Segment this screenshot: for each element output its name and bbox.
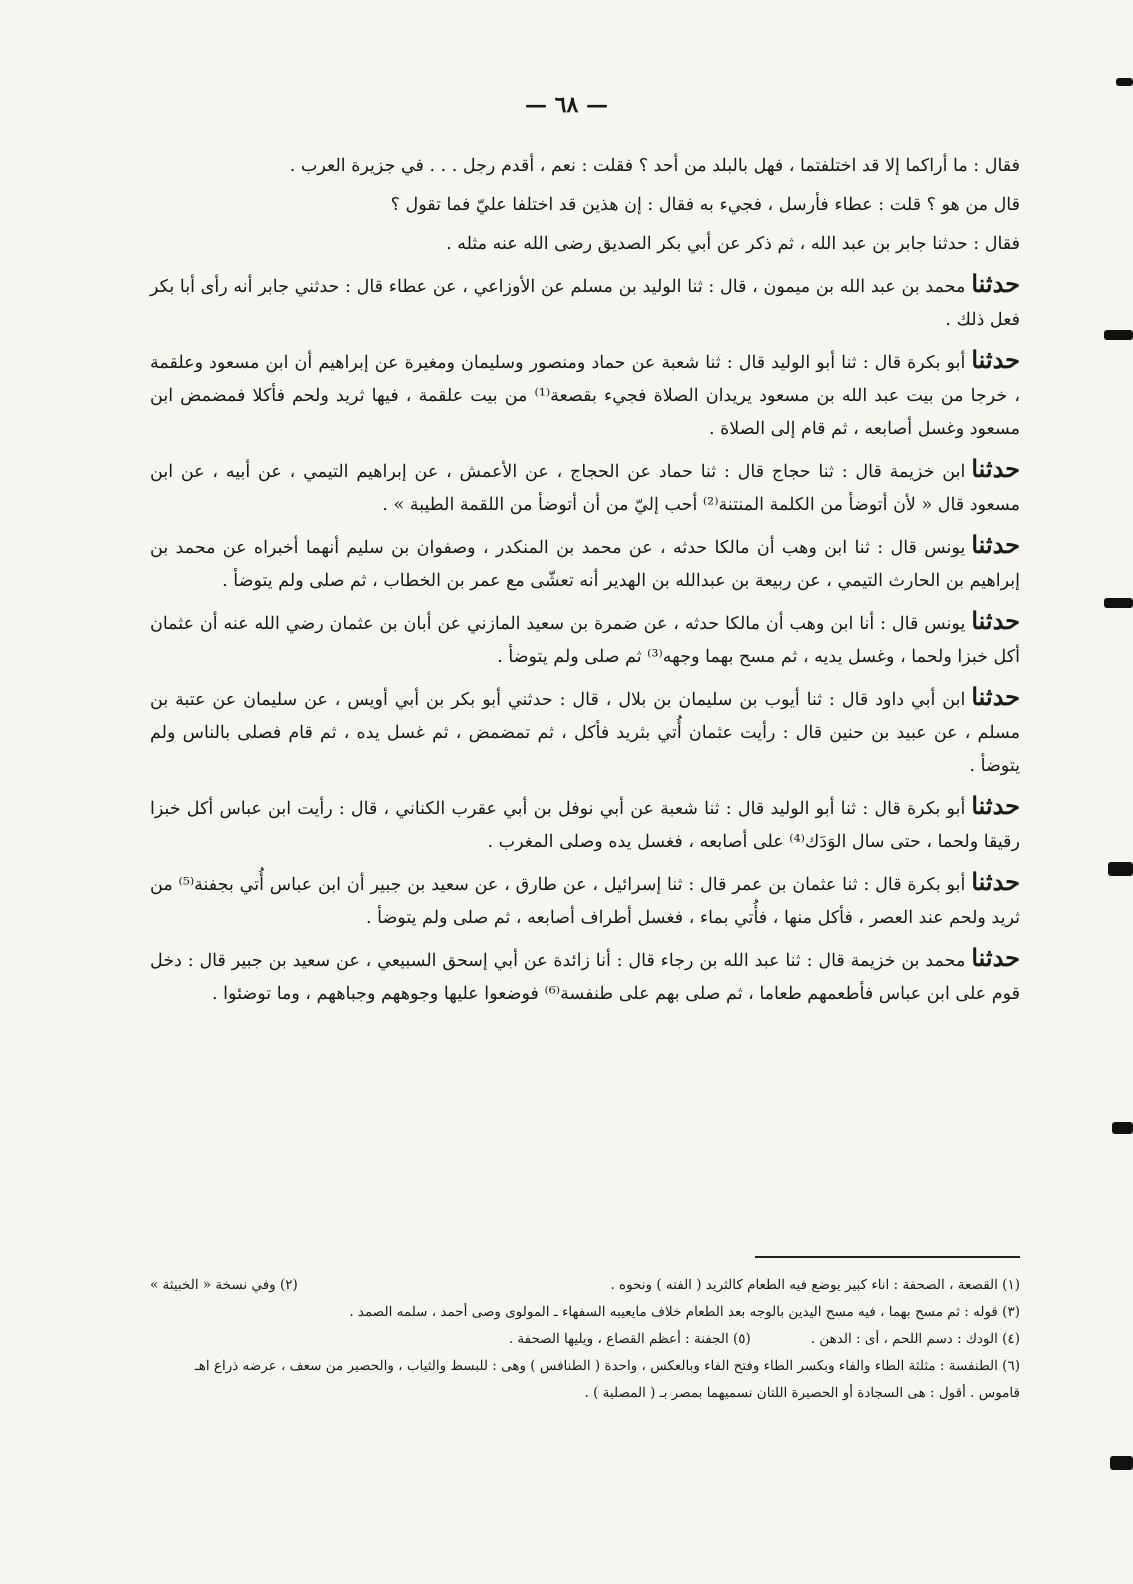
hadith-opener: حدثنا [971, 943, 1020, 972]
paragraph-text: ابن أبي داود قال : ثنا أيوب بن سليمان بن بلال ، قال : حدثني أبو بكر بن أبي أويس ، عن سليمان عن عتبة بن مسلم ، عن عبيد بن حنين قال : رأيت عثمان أُتي بثريد فأكل ، ثم تمضمض ، ثم غسل يده ، ثم قام فصلى بالناس ولم يتوضأ . [150, 690, 1020, 776]
hadith-opener: حدثنا [971, 454, 1020, 483]
footnote-row [150, 1272, 1020, 1299]
paragraph [150, 150, 1020, 183]
hadith-opener: حدثنا [971, 345, 1020, 374]
paragraph [150, 680, 1020, 783]
paragraph-text: أبو بكرة قال : ثنا أبو الوليد قال : ثنا شعبة عن أبي نوفل بن أبي عقرب الكناني ، قال : رأيت ابن عباس أكل خبزا رقيقا ولحما ، حتى سال الوَدَك⁽⁴⁾ على أصابعه ، فغسل يده وصلى المغرب . [150, 799, 1020, 852]
binding-hole-mark [1104, 330, 1133, 340]
paragraph-text: ابن خزيمة قال : ثنا حجاج قال : ثنا حماد عن الحجاج ، عن الأعمش ، عن إبراهيم التيمي ، عن أبيه ، عن ابن مسعود قال « لأن أتوضأ من الكلمة المنتنة⁽²⁾ أحب إليّ من أن أتوضأ من اللقمة الطيبة » . [150, 462, 1020, 515]
footnote: (٤) الودك : دسم اللحم ، أى : الدهن . [810, 1331, 1020, 1347]
paragraph-text: يونس قال : أنا ابن وهب أن مالكا حدثه ، عن ضمرة بن سعيد المازني عن أبان بن عثمان رضي الله عنه أن عثمان أكل خبزا ولحما ، وغسل يديه ، ثم مسح بهما وجهه⁽³⁾ ثم صلى ولم يتوضأ . [150, 614, 1020, 667]
paragraph [150, 789, 1020, 859]
footnote: (٥) الجفنة : أعظم القصاع ، ويليها الصحفة . [508, 1331, 751, 1347]
binding-hole-mark [1110, 1456, 1133, 1470]
paragraph [150, 343, 1020, 446]
binding-hole-mark [1116, 78, 1133, 86]
paragraph [150, 189, 1020, 222]
hadith-opener: حدثنا [971, 269, 1020, 298]
hadith-opener: حدثنا [971, 530, 1020, 559]
paragraph-text: محمد بن خزيمة قال : ثنا عبد الله بن رجاء قال : أنا زائدة عن أبي إسحق السبيعي ، عن سعيد بن جبير قال : دخل قوم على ابن عباس فأطعمهم طعاما ، ثم صلى بهم على طنفسة⁽⁶⁾ فوضعوا عليها وجوههم وجباههم ، وما توضئوا . [150, 951, 1020, 1004]
footnote: (٢) وفي نسخة « الخبيثة » [150, 1277, 298, 1293]
hadith-opener: حدثنا [971, 606, 1020, 635]
binding-hole-mark [1112, 1122, 1133, 1134]
hadith-opener: حدثنا [971, 791, 1020, 820]
paragraph [150, 228, 1020, 261]
paragraph-text: أبو بكرة قال : ثنا أبو الوليد قال : ثنا شعبة عن حماد ومنصور وسليمان ومغيرة عن إبراهيم أن ابن مسعود وعلقمة ، خرجا من بيت عبد الله بن مسعود يريدان الصلاة فجيء بقصعة⁽¹⁾ من بيت علقمة ، فيها ثريد ولحم فأكلا فمضمض ابن مسعود وغسل أصابعه ، ثم قام إلى الصلاة . [150, 353, 1020, 439]
paragraph [150, 528, 1020, 598]
hadith-opener: حدثنا [971, 682, 1020, 711]
paragraph-text: يونس قال : ثنا ابن وهب أن مالكا حدثه ، عن محمد بن المنكدر ، وصفوان بن سليم أنهما أخبراه عن محمد بن إبراهيم بن الحارث التيمي ، عن ربيعة بن عبدالله بن الهدير أنه تعشّى مع عمر بن الخطاب ، ثم صلى ولم يتوضأ . [150, 538, 1020, 591]
page-number: — ٦٨ — [525, 92, 608, 118]
paragraph [150, 604, 1020, 674]
footnote-row [150, 1326, 1020, 1353]
footnote: (١) القصعة ، الصحفة : اناء كبير يوضع فيه الطعام كالثريد ( الفته ) ونحوه . [610, 1277, 1020, 1293]
main-text [150, 150, 1020, 1017]
binding-hole-mark [1108, 862, 1133, 876]
paragraph [150, 452, 1020, 522]
binding-hole-mark [1104, 598, 1133, 608]
footnotes [150, 1272, 1020, 1407]
paragraph [150, 267, 1020, 337]
paragraph-text: فقال : ما أراكما إلا قد اختلفتما ، فهل بالبلد من أحد ؟ فقلت : نعم ، أقدم رجل . . . في جزيرة العرب . [289, 156, 1020, 176]
footnote: (٣) قوله : ثم مسح بهما ، فيه مسح اليدين بالوجه بعد الطعام خلاف مايعيبه السفهاء ـ المولوى وصى أحمد ، سلمه الصمد . [349, 1304, 1020, 1320]
hadith-opener: حدثنا [971, 867, 1020, 896]
paragraph [150, 865, 1020, 935]
paragraph-text: فقال : حدثنا جابر بن عبد الله ، ثم ذكر عن أبي بكر الصديق رضى الله عنه مثله . [446, 234, 1020, 254]
paragraph-text: محمد بن عبد الله بن ميمون ، قال : ثنا الوليد بن مسلم عن الأوزاعي ، عن عطاء قال : حدثني جابر أنه رأى أبا بكر فعل ذلك . [150, 277, 1020, 330]
paragraph-text: قال من هو ؟ قلت : عطاء فأرسل ، فجيء به فقال : إن هذين قد اختلفا عليّ فما تقول ؟ [390, 195, 1020, 215]
paragraph [150, 941, 1020, 1011]
footnote-divider [755, 1256, 1020, 1258]
footnote: (٦) الطنفسة : مثلثة الطاء والفاء وبكسر الطاء وفتح الفاء وبالعكس ، واحدة ( الطنافس ) وهى : للبسط والثياب ، والحصير من سعف ، عرضه ذراع اهـ قاموس . أقول : هى السجادة أو الحصيرة اللتان نسميهما بمصر بـ ( المصلية ) . [194, 1358, 1020, 1401]
paragraph-text: أبو بكرة قال : ثنا عثمان بن عمر قال : ثنا إسرائيل ، عن طارق ، عن سعيد بن جبير أن ابن عباس أُتي بجفنة⁽⁵⁾ من ثريد ولحم عند العصر ، فأكل منها ، فأُتي بماء ، فغسل أطراف أصابعه ، ثم صلى ولم يتوضأ . [150, 875, 1020, 928]
